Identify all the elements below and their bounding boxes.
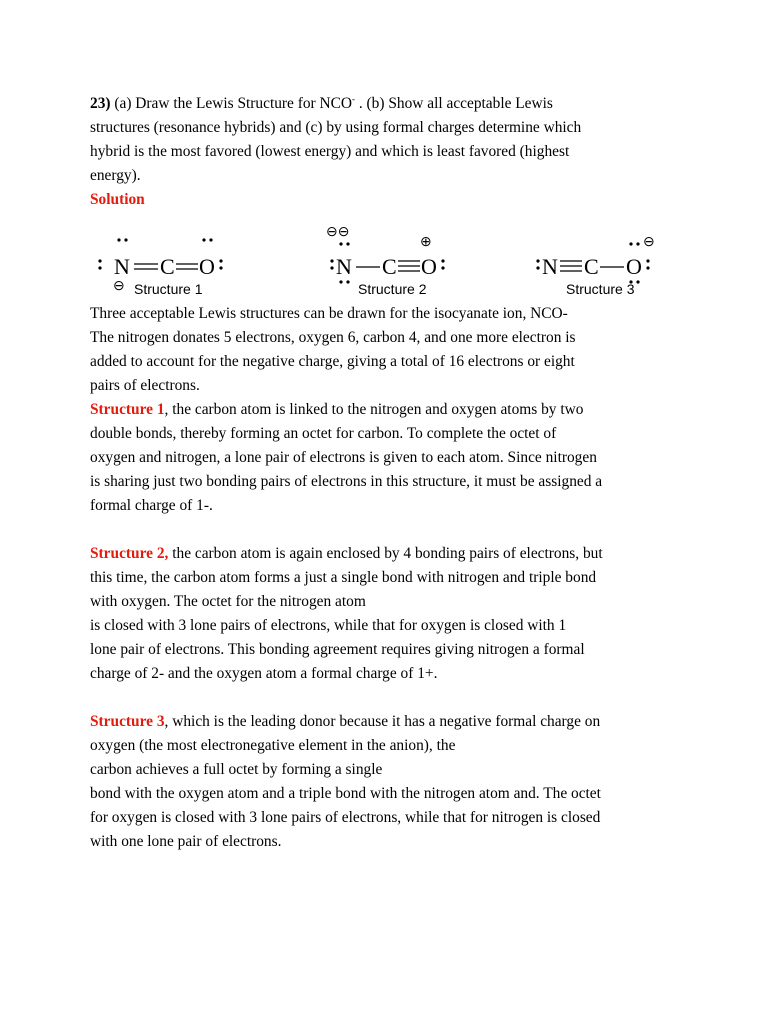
question-number: 23) — [90, 95, 111, 112]
structure-1-nitrogen: N — [114, 254, 130, 279]
structure-3-nitrogen: N — [542, 254, 558, 279]
structure-1 — [98, 238, 222, 296]
structure-1-label: Structure 1 — [90, 401, 165, 418]
structure-3-paragraph: Structure 3, which is the leading donor because it has a negative formal charge on oxygen (the most electronegative element in the anion), the carbon achieves a full octet by forming a single bond with the oxygen atom and a triple bond with the nitrogen atom and. The octet for oxygen is closed with 3 lone pairs of electrons, while that for nitrogen is closed with one lone pair of electrons. — [90, 713, 601, 850]
structure-2-nitrogen: N — [336, 254, 352, 279]
solution-heading: Solution — [90, 191, 145, 208]
structure-3-o-charge: ⊖ — [643, 235, 655, 250]
structure-1-carbon: C — [160, 254, 175, 279]
structure-2 — [326, 225, 445, 296]
structure-3-carbon: C — [584, 254, 599, 279]
structure-3-label: Structure 3 — [90, 713, 165, 730]
structure-2-carbon: C — [382, 254, 397, 279]
structure-2-caption: Structure 2 — [358, 281, 427, 296]
structure-1-caption: Structure 1 — [134, 281, 203, 296]
structure-2-n-charge: ⊖⊖ — [326, 225, 350, 240]
structure-2-paragraph: Structure 2, the carbon atom is again enclosed by 4 bonding pairs of electrons, but this time, the carbon atom forms a just a single bond with nitrogen and triple bond with oxygen. The octet for the nitrogen atom is closed with 3 lone pairs of electrons, while that for oxygen is closed with 1 lone pair of electrons. This bonding agreement requires giving nitrogen a formal charge of 2- and the oxygen atom a formal charge of 1+. — [90, 545, 603, 682]
intro-paragraph: Three acceptable Lewis structures can be drawn for the isocyanate ion, NCO- The nitrogen donates 5 electrons, oxygen 6, carbon 4, and one more electron is added to account for the negative charge, giving a total of 16 electrons or eight pairs of electrons. — [90, 305, 576, 394]
structure-3-caption: Structure 3 — [566, 281, 635, 296]
question-text: 23) (a) Draw the Lewis Structure for NCO- . (b) Show all acceptable Lewis structures (resonance hybrids) and (c) by using formal charges determine which hybrid is the most favored (lowest energy) and which is least favored (highest energy). — [90, 94, 582, 184]
document-page — [90, 92, 690, 854]
structure-2-oxygen: O — [421, 254, 437, 279]
structure-1-paragraph: Structure 1, the carbon atom is linked to the nitrogen and oxygen atoms by two double bonds, thereby forming an octet for carbon. To complete the octet of oxygen and nitrogen, a lone pair of electrons is given to each atom. Since nitrogen is sharing just two bonding pairs of electrons in this structure, it must be assigned a formal charge of 1-. — [90, 401, 603, 514]
structure-2-label: Structure 2, — [90, 545, 169, 562]
lewis-structures — [90, 216, 690, 296]
structure-3-oxygen: O — [626, 254, 642, 279]
structure-3 — [536, 235, 654, 296]
structure-2-o-charge: ⊕ — [420, 235, 432, 250]
lewis-structures-diagram — [90, 216, 690, 296]
structure-1-oxygen: O — [199, 254, 215, 279]
structure-1-n-charge: ⊖ — [113, 279, 125, 294]
